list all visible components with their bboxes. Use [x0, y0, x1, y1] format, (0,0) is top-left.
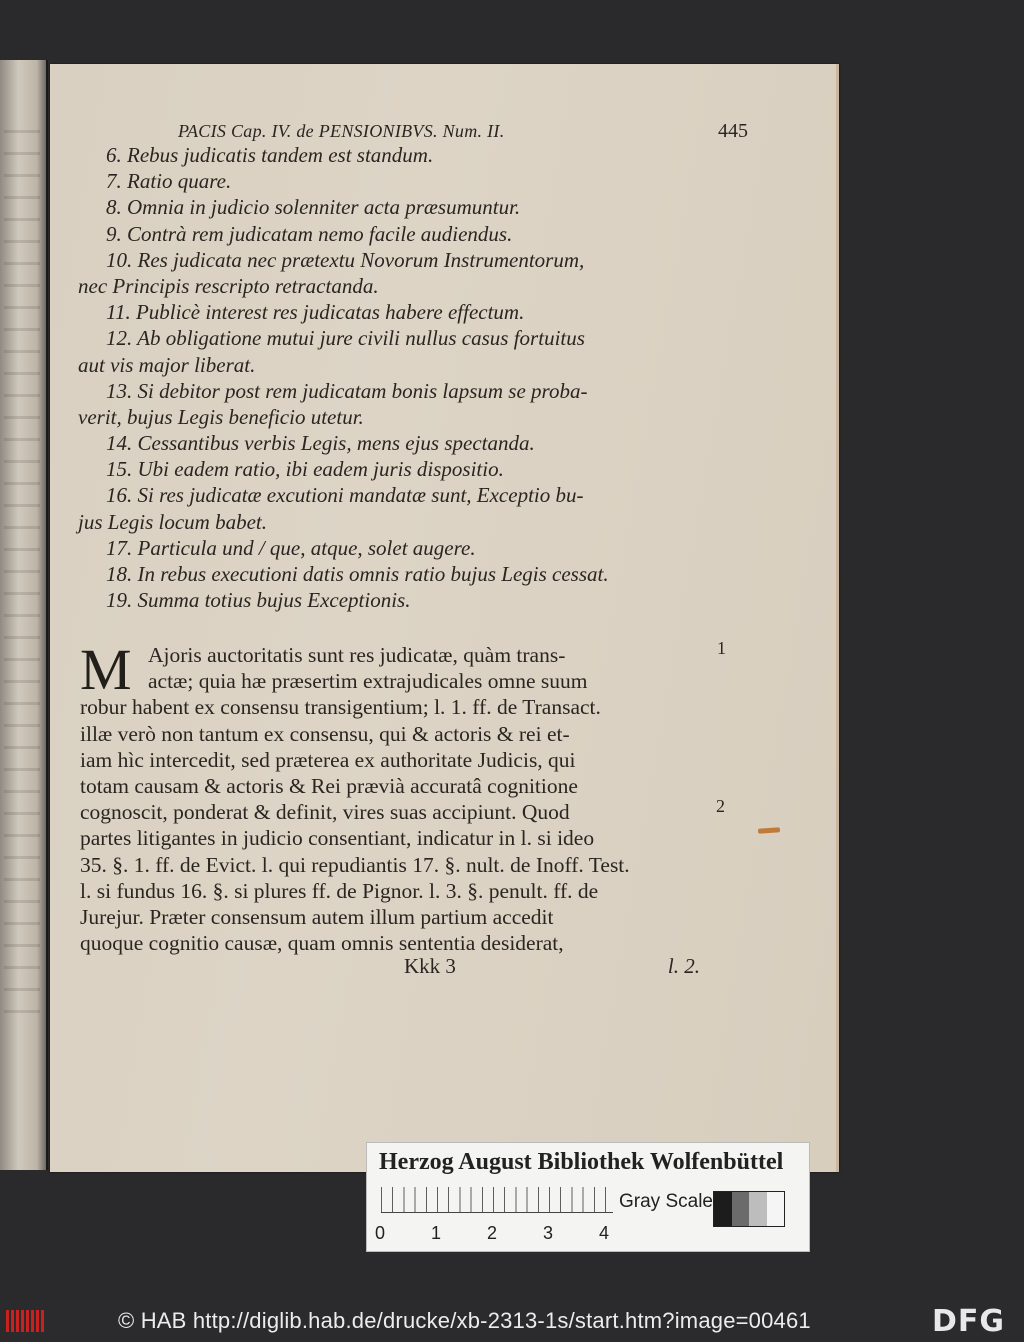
page-number: 445 — [718, 120, 748, 142]
gray-patch — [732, 1192, 750, 1226]
gray-patch — [767, 1192, 785, 1226]
page-footer-line — [80, 954, 700, 982]
summary-line: 14. Cessantibus verbis Legis, mens ejus spectanda. — [106, 431, 535, 456]
gray-scale-label: Gray Scale — [619, 1191, 713, 1212]
ruler-number: 3 — [543, 1223, 554, 1243]
summary-line: nec Principis rescripto retractanda. — [78, 273, 379, 298]
running-head-title: PACIS Cap. IV. de PENSIONIBVS. Num. II. — [178, 121, 505, 141]
body-line: totam causam & actoris & Rei prævià accuratâ cognitione — [80, 773, 578, 798]
drop-cap: M — [80, 637, 132, 702]
ruler-number: 1 — [431, 1223, 442, 1243]
summary-line: verit, bujus Legis beneficio utetur. — [78, 404, 364, 429]
margin-number-1: 1 — [717, 638, 726, 658]
summary-line: 7. Ratio quare. — [106, 169, 232, 194]
hab-logo-icon — [6, 1310, 44, 1332]
summary-line: 18. In rebus executioni datis omnis ratio bujus Legis cessat. — [106, 562, 609, 586]
summary-line: 8. Omnia in judicio solenniter acta præsumuntur. — [106, 195, 521, 220]
gray-scale-patches — [713, 1191, 785, 1227]
ruler-number: 4 — [599, 1223, 610, 1243]
signature-mark: Kkk 3 — [404, 954, 456, 978]
body-line: quoque cognitio causæ, quam omnis sententia desiderat, — [80, 931, 564, 956]
summary-line: jus Legis locum babet. — [78, 509, 267, 534]
summary-line: 16. Si res judicatæ excutioni mandatæ sunt, Exceptio bu- — [106, 483, 584, 508]
body-line: l. si fundus 16. §. si plures ff. de Pignor. l. 3. §. penult. ff. de — [80, 878, 599, 903]
summary-line: 6. Rebus judicatis tandem est standum. — [106, 143, 434, 167]
ruler-number: 0 — [375, 1223, 386, 1243]
body-line: partes litigantes in judicio consentiant, indicatur in l. si ideo — [80, 826, 595, 851]
book-page — [50, 64, 839, 1172]
catchword: l. 2. — [667, 954, 700, 978]
body-line: Jurejur. Præter consensum autem illum partium accedit — [80, 904, 554, 929]
body-line: iam hìc intercedit, sed præterea ex authoritate Judicis, qui — [80, 747, 576, 772]
ruler-number: 2 — [487, 1223, 498, 1243]
summary-line: 19. Summa totius bujus Exceptionis. — [106, 588, 411, 613]
credit-link[interactable]: © HAB http://diglib.hab.de/drucke/xb-2313-1s/start.htm?image=00461 — [118, 1308, 811, 1333]
body-line: cognoscit, ponderat & definit, vires suas accipiunt. Quod — [80, 800, 570, 825]
summary-line: 11. Publicè interest res judicatas habere effectum. — [106, 300, 525, 325]
gray-patch — [749, 1192, 767, 1226]
summary-line: aut vis major liberat. — [78, 352, 256, 377]
library-title: Herzog August Bibliothek Wolfenbüttel — [379, 1149, 784, 1175]
gray-patch — [714, 1192, 732, 1226]
paper-stain — [758, 827, 780, 834]
scale-ruler — [381, 1187, 613, 1213]
ruler-numbers — [375, 1223, 625, 1243]
body-line: actæ; quia hæ præsertim extrajudicales omne suum — [148, 669, 588, 694]
body-line: illæ verò non tantum ex consensu, qui & actoris & rei et- — [80, 721, 570, 746]
body-line: Ajoris auctoritatis sunt res judicatæ, quàm trans- — [148, 643, 566, 667]
summary-line: 13. Si debitor post rem judicatam bonis lapsum se proba- — [106, 378, 588, 403]
body-line: 35. §. 1. ff. de Evict. l. qui repudiantis 17. §. nult. de Inoff. Test. — [80, 852, 630, 877]
summary-line: 17. Particula und / que, atque, solet augere. — [106, 535, 476, 560]
library-color-card — [366, 1142, 810, 1252]
previous-page-edge — [0, 60, 48, 1170]
summary-list — [78, 142, 718, 613]
margin-number-2: 2 — [716, 796, 725, 816]
dfg-logo[interactable]: DFG — [932, 1304, 1006, 1339]
summary-line: 15. Ubi eadem ratio, ibi eadem juris dispositio. — [106, 457, 504, 482]
body-line: robur habent ex consensu transigentium; l. 1. ff. de Transact. — [80, 695, 601, 720]
summary-line: 9. Contrà rem judicatam nemo facile audiendus. — [106, 221, 513, 246]
summary-line: 12. Ab obligatione mutui jure civili nullus casus fortuitus — [106, 326, 585, 351]
body-paragraph — [80, 637, 700, 956]
footer-bar — [0, 1300, 1024, 1342]
summary-line: 10. Res judicata nec prætextu Novorum Instrumentorum, — [106, 247, 585, 272]
